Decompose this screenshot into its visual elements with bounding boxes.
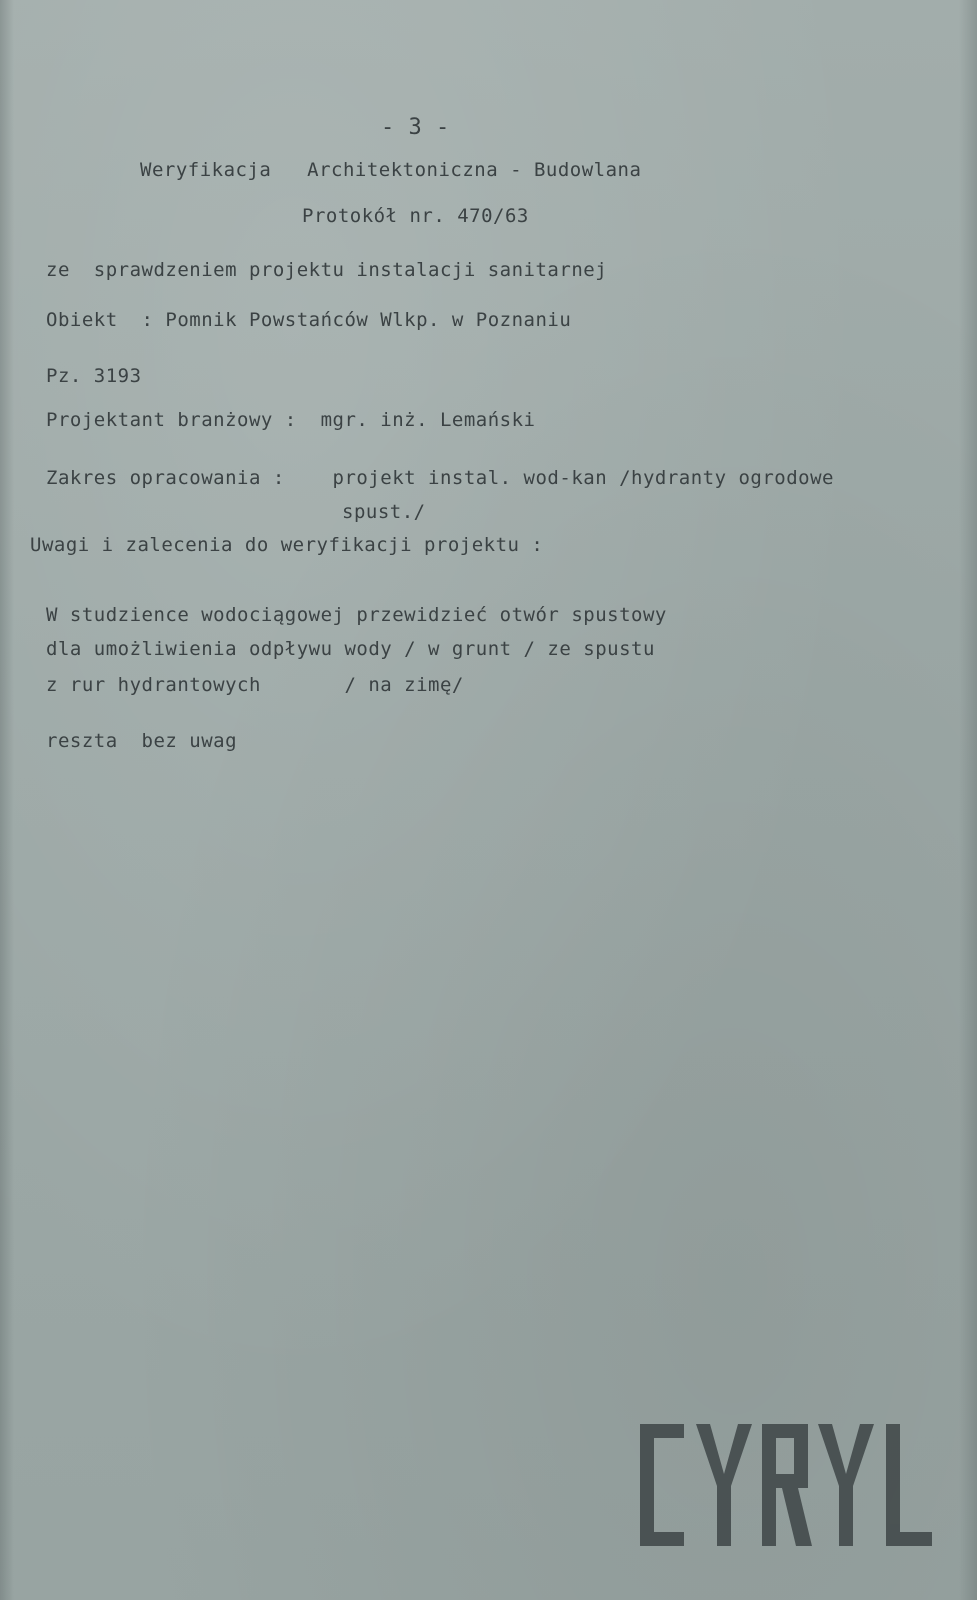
scan-edge-right xyxy=(959,0,977,1600)
cyryl-logo-graphic xyxy=(640,1424,940,1554)
remarks-header: Uwagi i zalecenia do weryfikacji projektu : xyxy=(30,534,544,556)
remark-line-2: dla umożliwienia odpływu wody / w grunt / ze spustu xyxy=(46,638,655,660)
protocol-number: Protokół nr. 470/63 xyxy=(302,205,529,227)
scan-edge-left xyxy=(0,0,14,1600)
remark-line-1: W studzience wodociągowej przewidzieć otwór spustowy xyxy=(46,604,667,626)
object-line: Obiekt : Pomnik Powstańców Wlkp. w Poznaniu xyxy=(46,309,572,331)
scope-continuation: spust./ xyxy=(342,501,426,523)
document-title: Weryfikacja Architektoniczna - Budowlana xyxy=(140,159,642,181)
designer-line: Projektant branżowy : mgr. inż. Lemański xyxy=(46,409,536,431)
pz-line: Pz. 3193 xyxy=(46,365,142,387)
scope-line: Zakres opracowania : projekt instal. wod-kan /hydranty ogrodowe xyxy=(46,467,834,489)
cyryl-watermark-logo xyxy=(640,1424,940,1554)
remark-line-3: z rur hydrantowych / na zimę/ xyxy=(46,674,464,696)
closing-line: reszta bez uwag xyxy=(46,730,238,752)
subject-line: ze sprawdzeniem projektu instalacji sanitarnej xyxy=(46,259,608,281)
page-number: - 3 - xyxy=(381,115,450,140)
